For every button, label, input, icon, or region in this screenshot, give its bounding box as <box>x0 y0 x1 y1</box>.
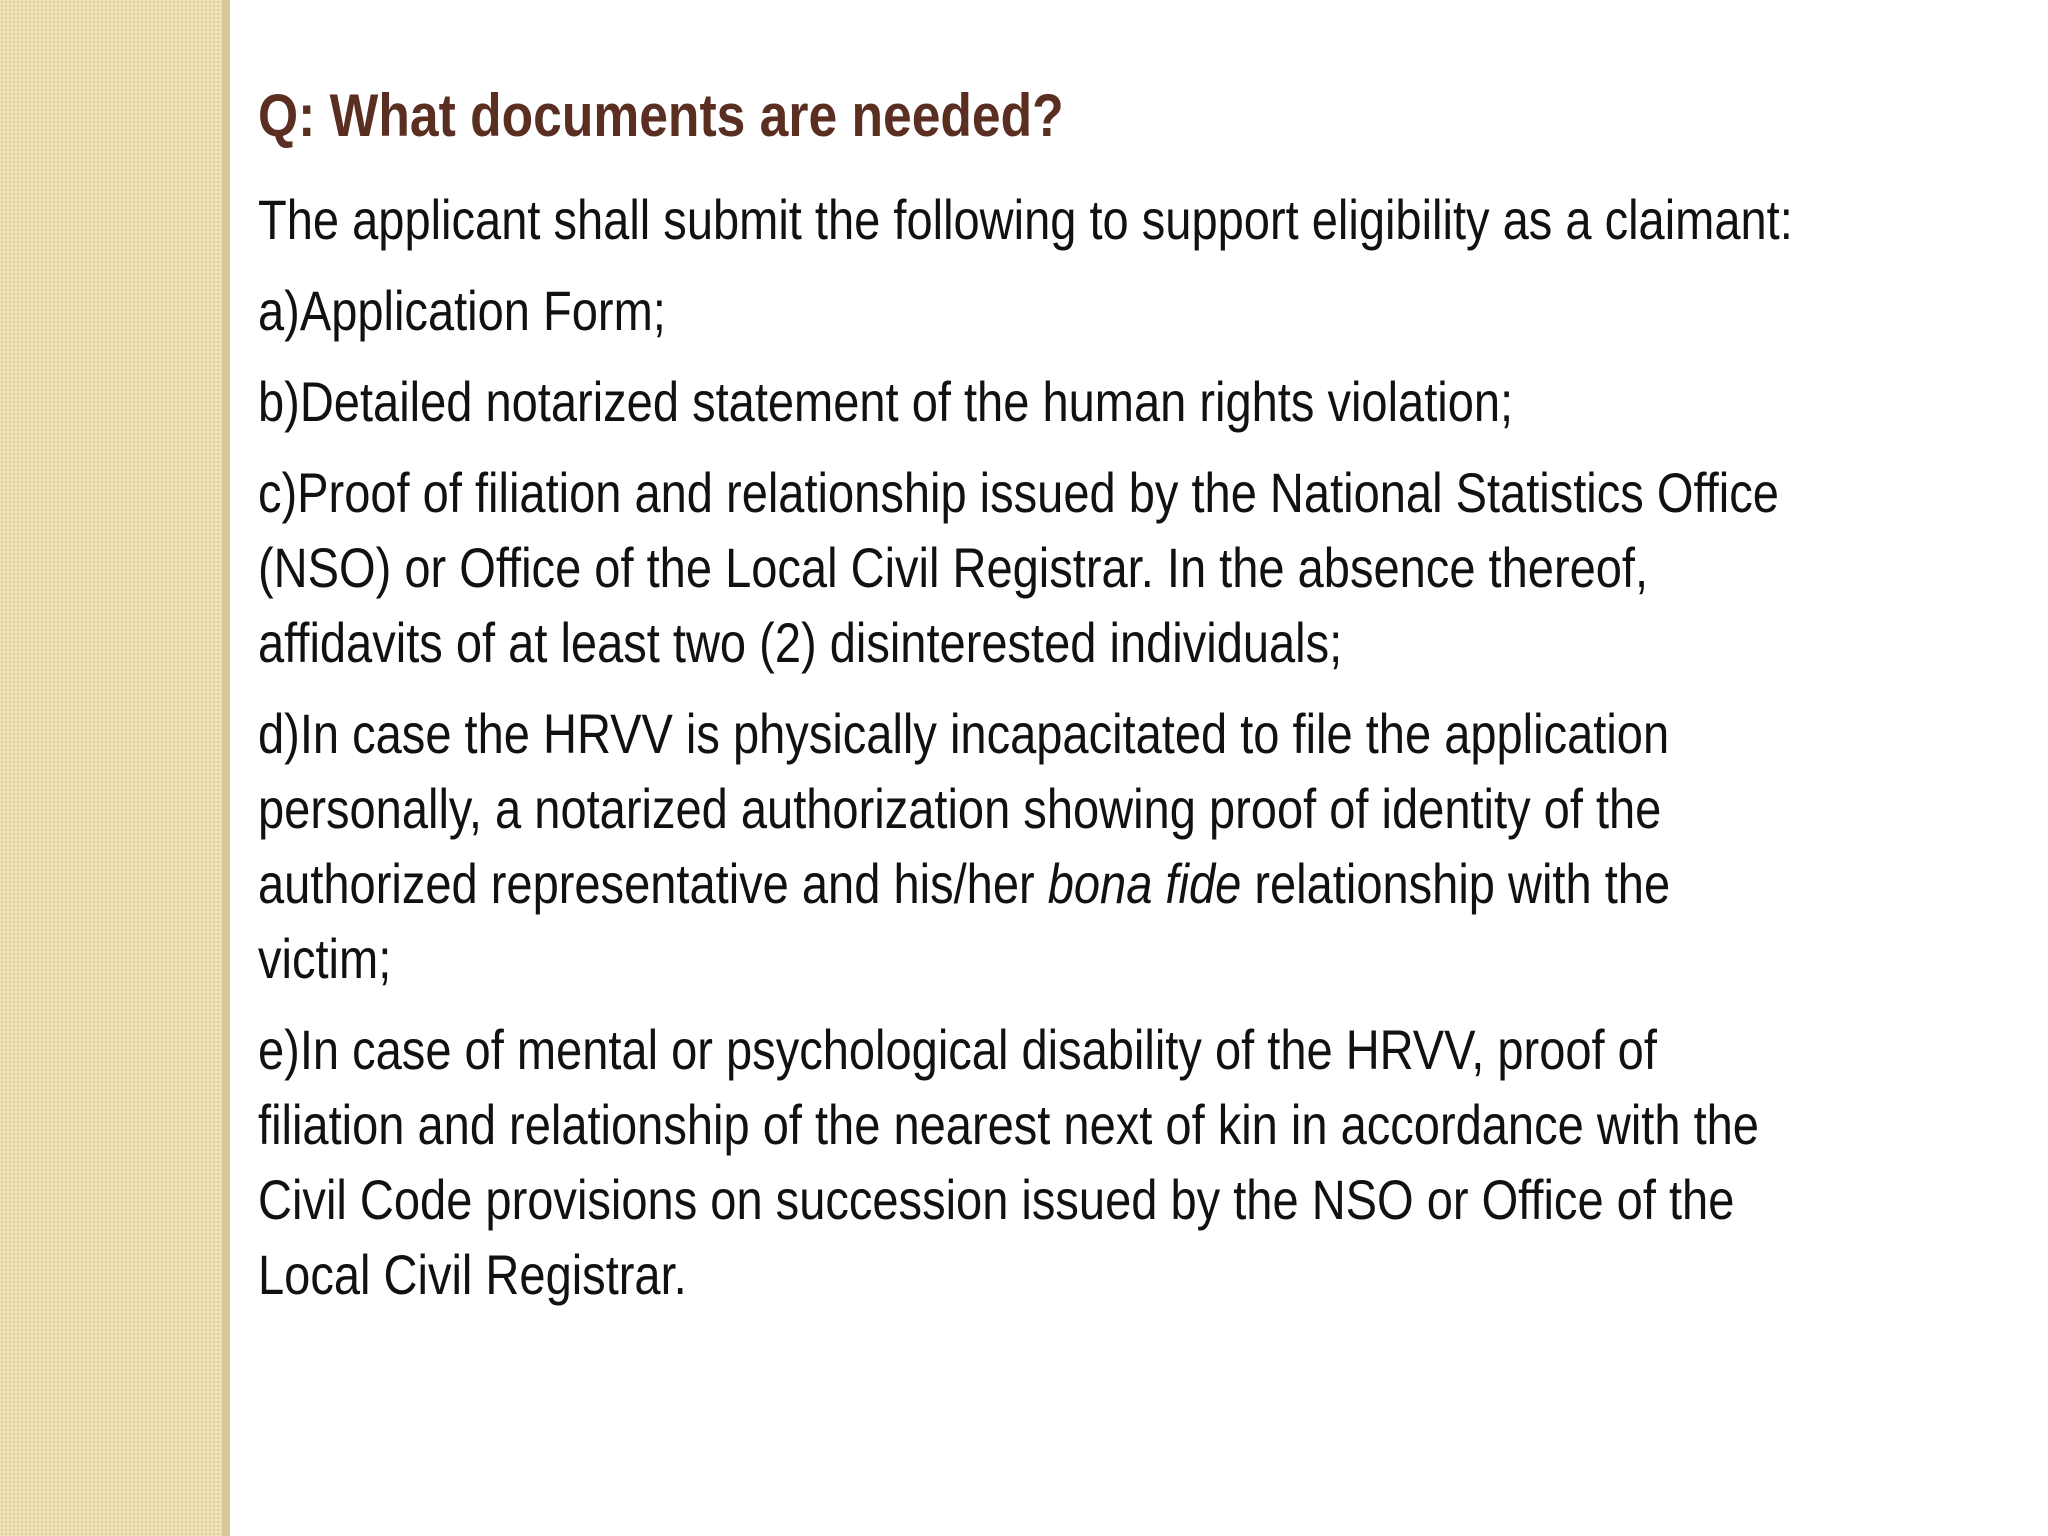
item-d-line-3-pre: authorized representative and his/her <box>258 852 1048 915</box>
intro-paragraph <box>258 182 2048 257</box>
item-d-line-1: d)In case the HRVV is physically incapacitated to file the application <box>258 702 1670 765</box>
item-e-line-2: filiation and relationship of the nearest next of kin in accordance with the <box>258 1093 1759 1156</box>
item-e-line-1: e)In case of mental or psychological disability of the HRVV, proof of <box>258 1018 1657 1081</box>
item-d-line-2: personally, a notarized authorization showing proof of identity of the <box>258 777 1662 840</box>
item-e-line-3: Civil Code provisions on succession issued by the NSO or Office of the <box>258 1168 1735 1231</box>
slide-content <box>258 78 2018 1328</box>
intro-text: The applicant shall submit the following to support eligibility as a claimant: <box>258 188 1793 251</box>
list-item-e <box>258 1012 2048 1312</box>
item-c-line-3: affidavits of at least two (2) disinterested individuals; <box>258 611 1343 674</box>
slide-title: Q: What documents are needed? <box>258 82 1064 149</box>
item-d-line-3-post: relationship with the <box>1241 852 1671 915</box>
item-e-line-4: Local Civil Registrar. <box>258 1243 687 1306</box>
list-item-a <box>258 273 2048 348</box>
item-d-line-3 <box>258 846 2048 921</box>
item-c-line-1: c)Proof of filiation and relationship issued by the National Statistics Office <box>258 461 1779 524</box>
list-item-d <box>258 696 2048 996</box>
sidebar-divider <box>222 0 230 1536</box>
item-b-text: b)Detailed notarized statement of the human rights violation; <box>258 370 1514 433</box>
bona-fide-emphasis: bona fide <box>1047 852 1242 915</box>
list-item-b <box>258 364 2048 439</box>
item-d-line-4: victim; <box>258 927 392 990</box>
slide-body <box>258 182 2048 1312</box>
list-item-c <box>258 455 2048 680</box>
decorative-sidebar <box>0 0 222 1536</box>
item-a-text: a)Application Form; <box>258 279 666 342</box>
item-c-line-2: (NSO) or Office of the Local Civil Registrar. In the absence thereof, <box>258 536 1649 599</box>
